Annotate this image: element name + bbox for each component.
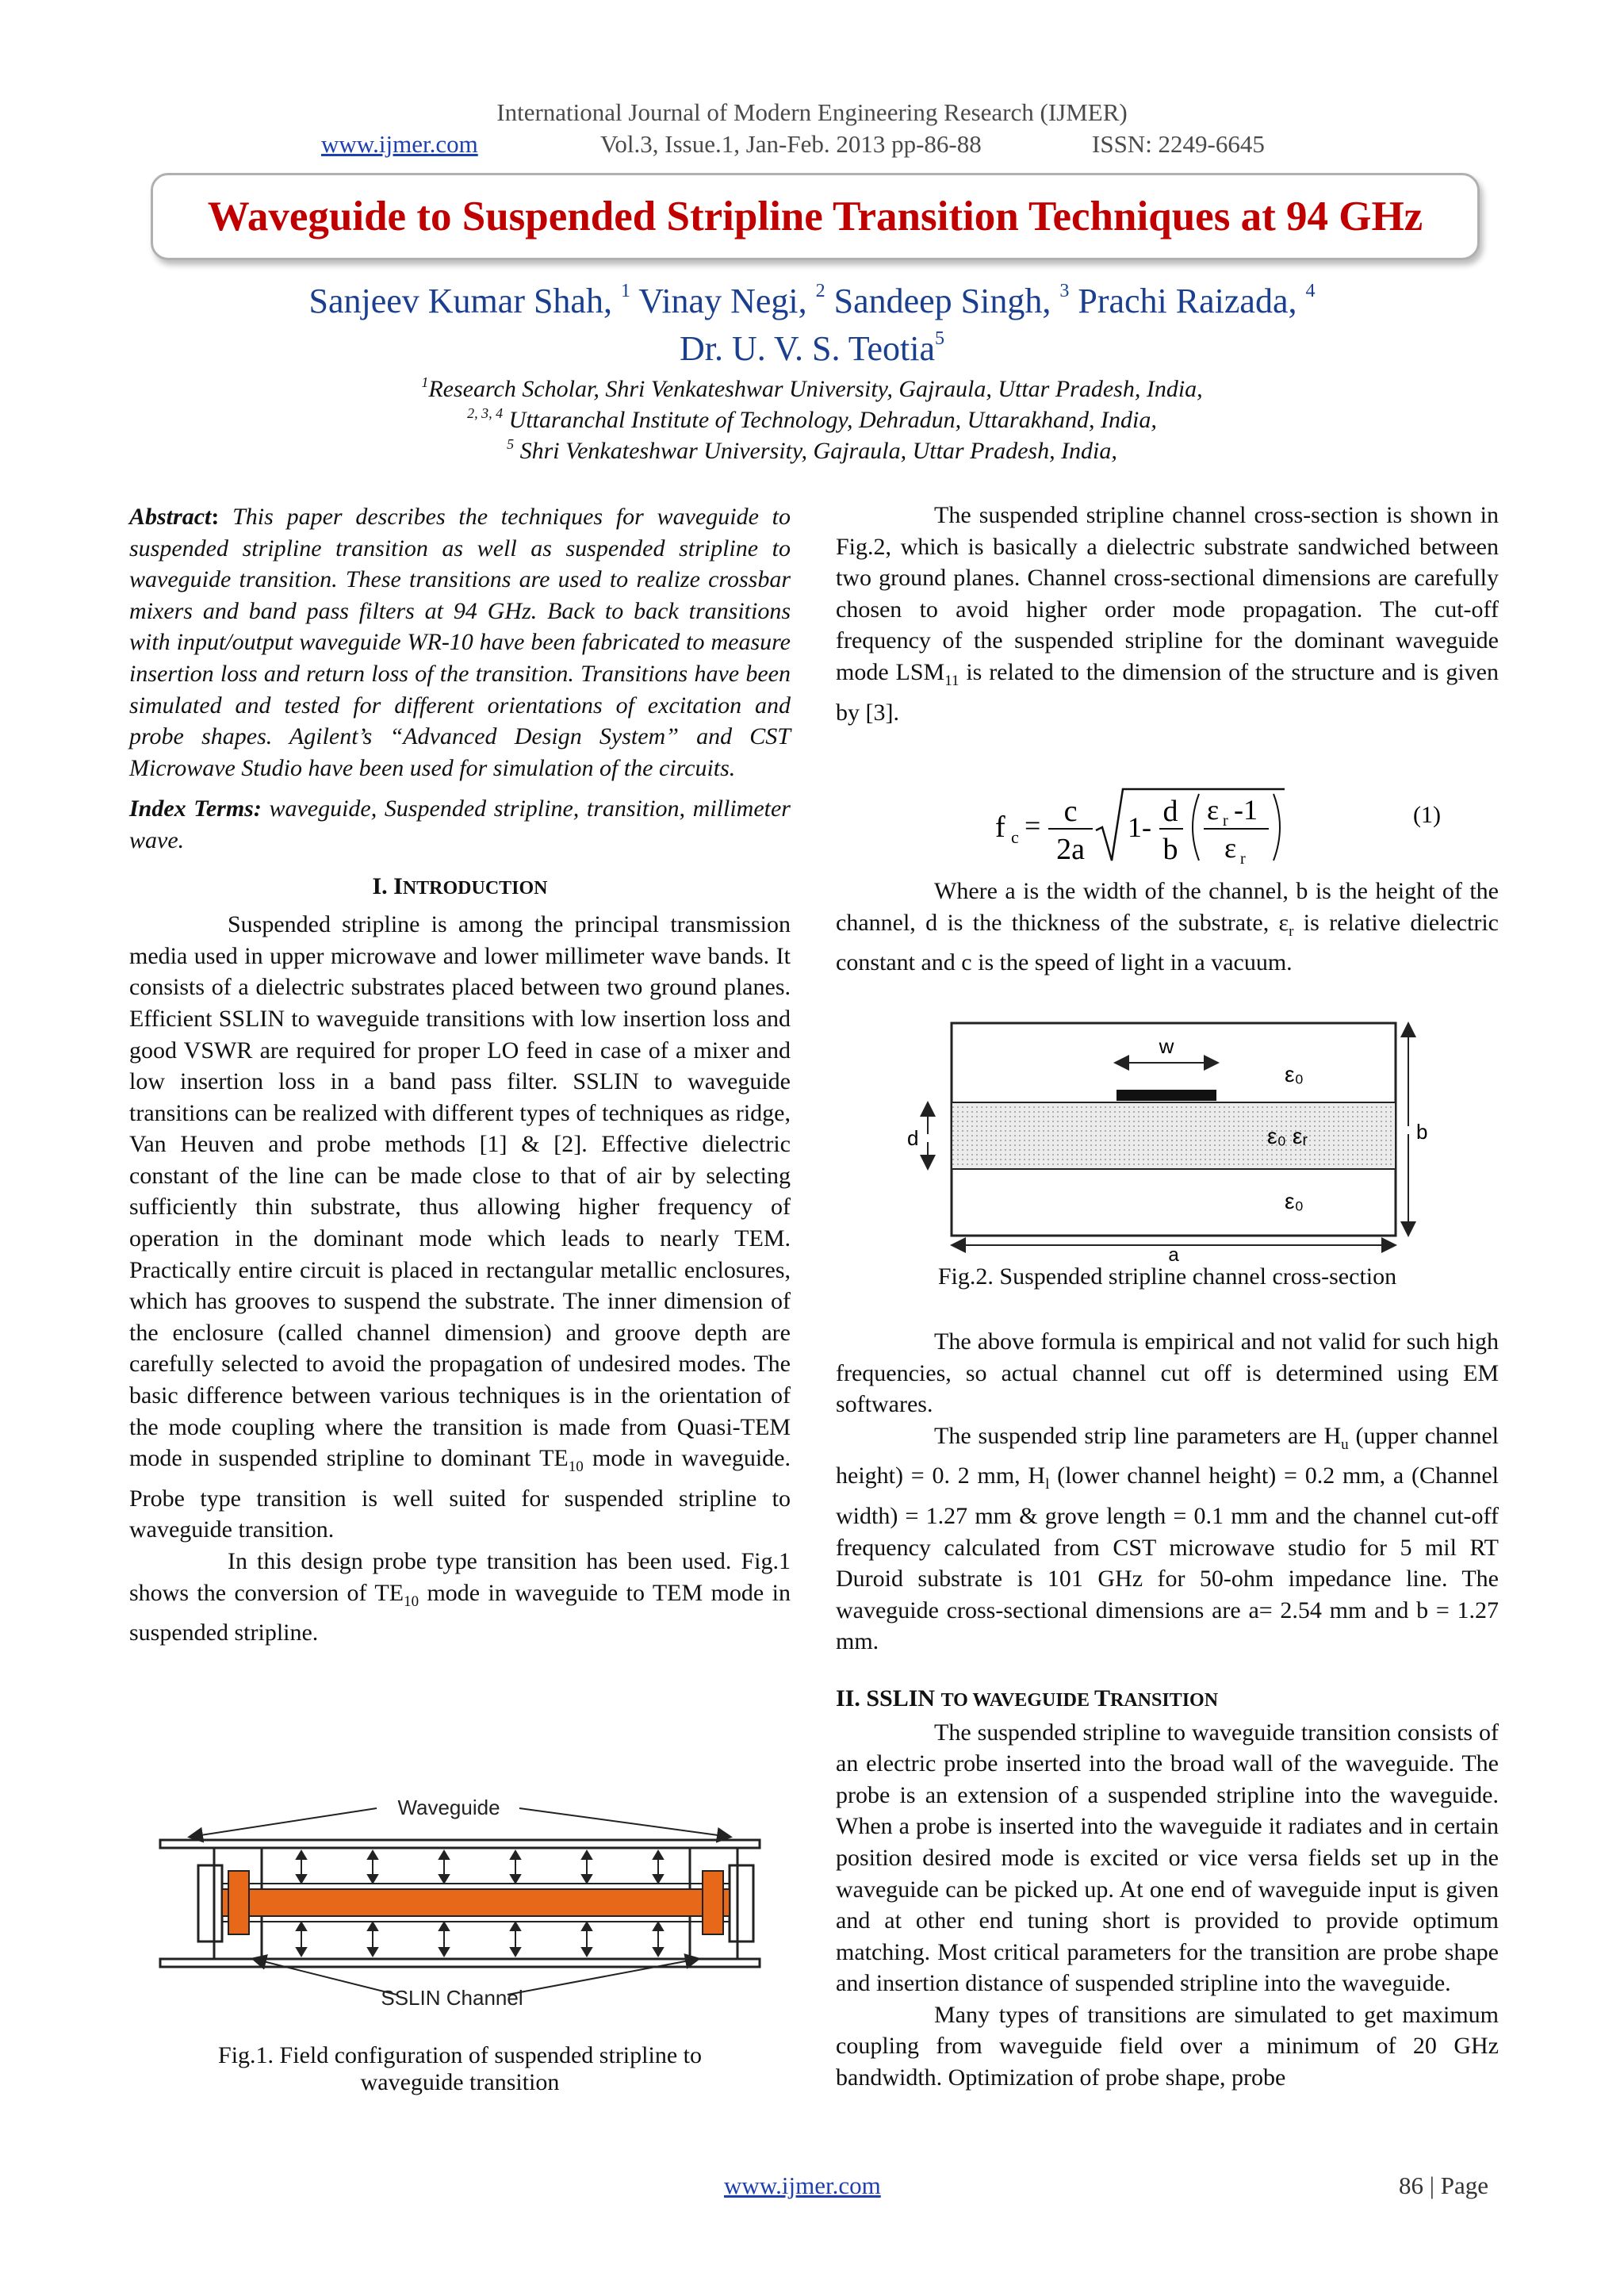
author-5: Dr. U. V. S. Teotia [679,329,936,368]
right-p2-text: Where a is the width of the channel, b is the height of the channel, d is the thickness of the substrate, ε [836,878,1499,936]
eq-er-num-sub: r [1223,812,1228,830]
right-paragraph-4 [836,1420,1499,1658]
right-p4-text-c: (lower channel height) = 0.2 mm, a (Channel width) = 1.27 mm & grove length = 0.1 mm and the channel cut-off frequency calculated from CST microwave studio for 5 mil RT Duroid substrate is 101 GHz for 50-ohm impedance line. The waveguide cross-sectional dimensions are a= 2.54 mm and b = 1.27 mm. [836,1462,1499,1655]
right-paragraph-1 [836,500,1499,728]
right-column-top [836,500,1499,728]
figure-1-caption [129,2042,791,2096]
authors-line-2 [0,328,1624,369]
intro-heading [129,871,791,905]
affiliation-2 [0,405,1624,434]
affiliation-2-sup: 2, 3, 4 [467,405,504,421]
intro-paragraph-1 [129,909,791,1546]
author-2: Vinay Negi, [638,282,807,320]
index-terms-label: Index Terms: [129,795,262,822]
eq-er-num: ε [1207,794,1220,826]
author-3: Sandeep Singh, [833,282,1051,320]
fig1-caption-line-1: Fig.1. Field configuration of suspended stripline to [218,2042,702,2068]
right-probe [703,1871,723,1934]
intro-p2-end: mode in waveguide to TEM mode in suspended stripline. [129,1579,791,1646]
right-p4-text-b: (upper channel height) = 0. 2 mm, H [836,1422,1499,1489]
intro-heading-roman: I. I [372,872,403,899]
affiliation-3 [0,436,1624,465]
fig2-w-label: w [1159,1034,1174,1058]
sec2-heading-a: II. SSLIN [836,1685,941,1711]
fig2-d-label: d [907,1126,919,1150]
author-5-sup: 5 [935,328,945,349]
volume-info: Vol.3, Issue.1, Jan-Feb. 2013 pp-86-88 [600,130,982,158]
eq-b: b [1162,833,1178,866]
right-column-bottom [836,1326,1499,2094]
right-paragraph-5: The suspended stripline to waveguide transition consists of an electric probe inserted into the broad wall of the waveguide. The probe is an extension of a suspended stripline into the waveguide. When a probe is inserted into the waveguide it radiates and in certain position desired mode is excited or vice versa fields set up in the waveguide can be picked up. At one end of waveguide input is given and at other end tuning short is provided to provide optimum matching. Most critical parameters for the transition are probe shape and insertion distance of suspended stripline into the waveguide. [836,1719,1499,1997]
sec2-heading-b: TO WAVEGUIDE [940,1689,1094,1711]
fig1-caption-line-2: waveguide transition [360,2069,560,2095]
author-4: Prachi Raizada, [1078,282,1297,320]
abstract-colon: : [211,504,220,530]
affiliation-3-sup: 5 [507,436,515,452]
figure-1 [159,1792,761,2014]
abstract-label: Abstract [129,504,212,530]
sec2-heading-c: T [1094,1685,1110,1711]
eq-one-minus: 1- [1128,811,1151,843]
figure-1-diagram [159,1792,761,2014]
eq-er-den: ε [1224,832,1237,864]
equation-1 [975,781,1499,868]
author-1: Sanjeev Kumar Shah, [308,282,612,320]
eq-number: (1) [1413,802,1441,828]
equation-1-svg [975,781,1499,868]
affiliation-3-text: Shri Venkateshwar University, Gajraula, Uttar Pradesh, India, [519,438,1117,464]
figure-2-caption: Fig.2. Suspended stripline channel cross-section [937,1263,1397,1290]
intro-p1-sub: 10 [568,1458,584,1476]
eq-den-2a: 2a [1056,833,1085,866]
fig2-a-label: a [1168,1244,1179,1261]
eq-d: d [1162,795,1178,828]
right-p1-end: is related to the dimension of the structure and is given by [3]. [836,658,1499,726]
footer-website-link[interactable]: www.ijmer.com [724,2171,881,2199]
right-column-mid [836,876,1499,979]
fig1-waveguide-label: Waveguide [397,1796,500,1819]
eq-lhs: f [995,811,1005,844]
right-p4-sub-u: u [1341,1435,1349,1453]
right-p1-sub: 11 [944,672,959,689]
page-number: 86 | Page [1399,2171,1488,2199]
fig2-eps0-top: ε₀ [1285,1062,1304,1087]
eq-num-c: c [1063,795,1078,828]
fig2-eps0-bottom: ε₀ [1285,1189,1304,1213]
right-groove [730,1865,753,1941]
journal-website-link[interactable]: www.ijmer.com [321,130,478,158]
right-paragraph-3: The above formula is empirical and not valid for such high frequencies, so actual channel cut off is determined using EM softwares. [836,1328,1499,1418]
affiliation-1-sup: 1 [421,374,429,390]
intro-p2-sub: 10 [404,1593,419,1610]
title-box [151,173,1480,260]
abstract-text: This paper describes the techniques for waveguide to suspended stripline transition as well as suspended stripline to waveguide transition. These transitions are used to realize crossbar mixers and band pass filters at 94 GHz. Back to back transitions with input/output waveguide WR-10 have been fabricated to measure insertion loss and return loss of the transition. Transitions have been simulated and tested for different orientations of excitation and probe shapes. Agilent’s “Advanced Design System” and CST Microwave Studio have been used for simulation of the circuits. [129,504,791,781]
journal-name: International Journal of Modern Engineering Research (IJMER) [496,98,1128,126]
paper-title: Waveguide to Suspended Stripline Transition Techniques at 94 GHz [207,194,1423,240]
right-p4-sub-l: l [1045,1476,1050,1493]
affiliation-2-text: Uttaranchal Institute of Technology, Dehradun, Uttarakhand, India, [508,407,1157,433]
fig2-eps0-epsr: ε₀ εᵣ [1267,1124,1308,1148]
intro-p1-text: Suspended stripline is among the principal transmission media used in upper microwave and lower millimeter wave bands. It consists of a dielectric substrates placed between two ground planes. Efficient SSLIN to waveguide transitions with low insertion loss and good VSWR are required for proper LO feed in case of a mixer and low insertion loss in a band pass filter. SSLIN to waveguide transitions can be realized with different types of techniques as ridge, Van Heuven and probe methods [1] & [2]. Effective dielectric constant of the line can be made close to that of air by selecting sufficiently thin substrate, thus allowing higher frequency of operation in the dominant mode which leads to nearly TEM. Practically entire circuit is placed in rectangular metallic enclosures, which has grooves to suspend the substrate. The inner dimension of the enclosure (called channel dimension) and groove depth are carefully selected to avoid the propagation of undesired modes. The basic difference between various techniques is in the orientation of the mode coupling where the transition is made from Quasi-TEM mode in suspended stripline to dominant TE [129,911,791,1472]
author-3-sup: 3 [1059,281,1070,301]
author-1-sup: 1 [620,281,630,301]
journal-info-line [321,130,1265,159]
affiliation-1-text: Research Scholar, Shri Venkateshwar University, Gajraula, Uttar Pradesh, India, [428,376,1203,402]
left-groove [198,1865,222,1941]
right-p2-sub: r [1289,922,1294,940]
eq-equals: = [1025,810,1041,841]
fig2-b-label: b [1416,1120,1427,1144]
affiliation-1 [0,374,1624,403]
section-2-heading [836,1683,1499,1717]
right-paragraph-6: Many types of transitions are simulated to get maximum coupling from waveguide field over a minimum of 20 GHz bandwidth. Optimization of probe shape, probe [836,2001,1499,2091]
intro-paragraph-2 [129,1546,791,1649]
dielectric-substrate [952,1102,1396,1169]
left-column [129,501,791,1649]
eq-er-den-sub: r [1240,850,1246,868]
eq-minus-one: -1 [1234,794,1258,826]
author-4-sup: 4 [1305,281,1316,301]
intro-p1-end: mode in waveguide. Probe type transition is well suited for suspended stripline to waveguide transition. [129,1445,791,1543]
eq-lhs-sub: c [1011,827,1019,847]
right-p1-text: The suspended stripline channel cross-section is shown in Fig.2, which is basically a dielectric substrate sandwiched between two ground planes. Channel cross-sectional dimensions are carefully chosen to avoid higher order mode propagation. The cut-off frequency of the suspended stripline for the dominant waveguide mode LSM [836,502,1499,685]
fig1-sslin-label: SSLIN Channel [381,1986,523,2010]
stripline-conductor [222,1889,730,1916]
figure-2 [904,1015,1427,1261]
right-p2-end: is relative dielectric constant and c is the speed of light in a vacuum. [836,909,1499,976]
intro-heading-rest: NTRODUCTION [402,877,548,899]
index-terms [129,793,791,856]
authors-line-1 [0,281,1624,321]
left-probe [228,1871,249,1934]
strip-conductor [1116,1090,1216,1101]
sec2-heading-d: RANSITION [1110,1689,1219,1711]
author-2-sup: 2 [815,281,825,301]
abstract [129,501,791,784]
intro-p2-text: In this design probe type transition has been used. Fig.1 shows the conversion of TE [129,1548,791,1606]
issn: ISSN: 2249-6645 [1092,130,1265,158]
index-terms-text: waveguide, Suspended stripline, transition, millimeter wave. [129,795,791,853]
right-paragraph-2 [836,876,1499,979]
figure-2-diagram [904,1015,1427,1261]
right-p4-text-a: The suspended strip line parameters are H [934,1422,1342,1449]
